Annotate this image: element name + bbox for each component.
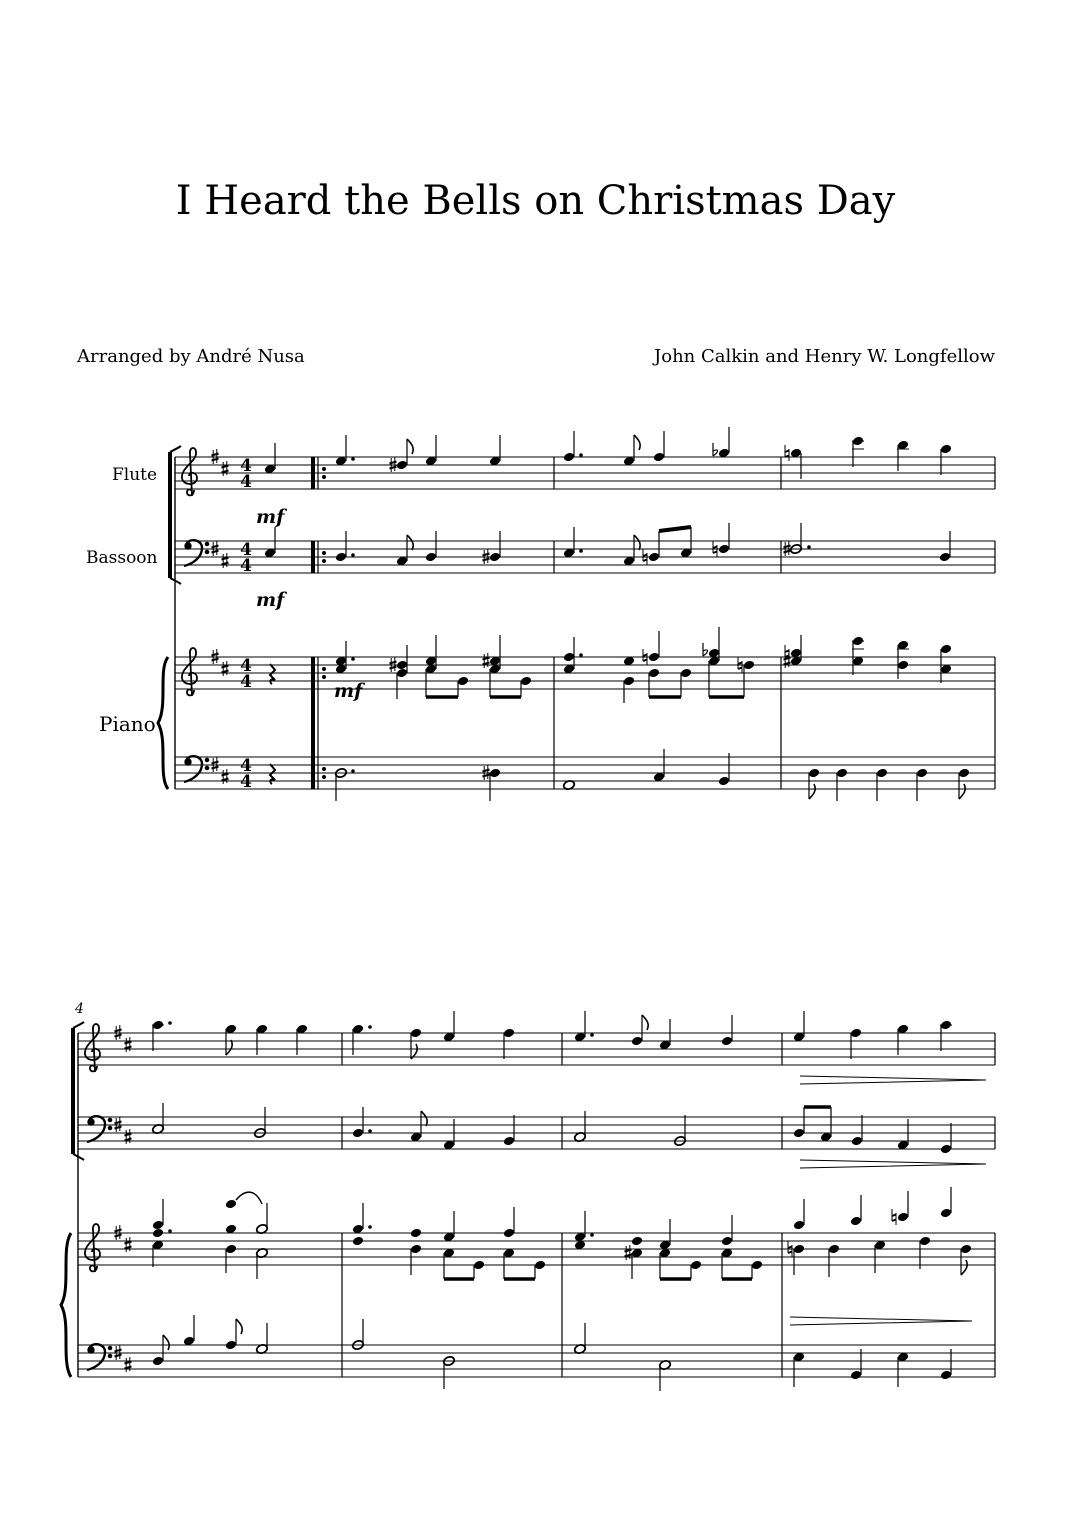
time-sig-bottom: 4 (240, 772, 252, 792)
time-sig-top: 4 (240, 656, 252, 676)
time-sig-top: 4 (240, 540, 252, 560)
dynamic-mf: mf (256, 506, 285, 528)
time-sig-bottom: 4 (240, 472, 252, 492)
time-sig-bottom: 4 (240, 556, 252, 576)
piano-label: Piano (99, 712, 156, 736)
time-sig-bottom: 4 (240, 672, 252, 692)
bassoon-notes (264, 523, 951, 566)
bassoon-notes (152, 1103, 986, 1168)
arranger-credit: Arranged by André Nusa (77, 346, 305, 367)
flute-label: Flute (112, 465, 158, 485)
dynamic-mf: mf (256, 589, 285, 611)
score-title: I Heard the Bells on Christmas Day (175, 178, 896, 224)
flute-notes (264, 427, 952, 479)
dynamic-mf: mf (334, 680, 363, 702)
composer-credit: John Calkin and Henry W. Longfellow (654, 346, 995, 367)
bassoon-label: Bassoon (86, 548, 158, 568)
system-2 (61, 1001, 995, 1391)
time-sig-top: 4 (240, 456, 252, 476)
system-1 (158, 427, 995, 801)
flute-notes (152, 1011, 986, 1084)
measure-number: 4 (75, 1001, 84, 1017)
time-sig-top: 4 (240, 756, 252, 776)
